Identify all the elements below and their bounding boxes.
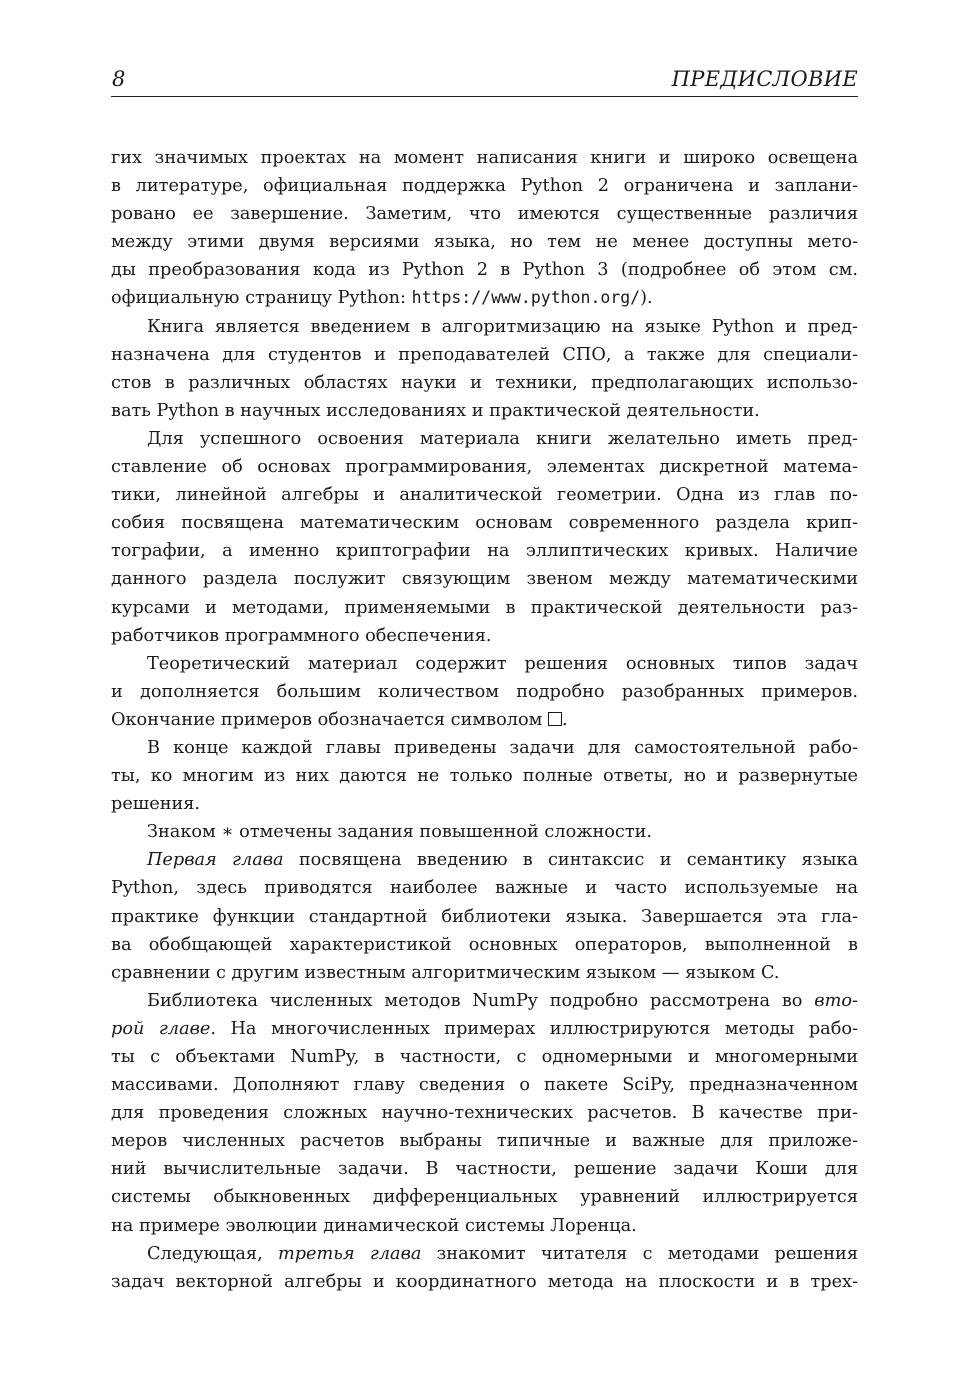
paragraph-audience: [111, 313, 858, 425]
text-fragment: Библиотека численных методов NumPy подробно рассмотрена во: [147, 990, 815, 1011]
text-line: ний вычислительные задачи. В частности, решение задачи Коши для: [111, 1159, 858, 1180]
text-line: Для успешного освоения материала книги желательно иметь пред-: [147, 428, 858, 449]
text-line: ровано ее завершение. Заметим, что имеются существенные различия: [111, 204, 858, 225]
text-line: на примере эволюции динамической системы Лоренца.: [111, 1215, 637, 1236]
page-number: 8: [112, 67, 126, 91]
text-fragment: Следующая,: [147, 1243, 278, 1264]
text-line: для проведения сложных научно-технических расчетов. В качестве при-: [111, 1103, 858, 1124]
text-fragment: Знаком: [147, 822, 222, 843]
paragraph-chapter-three: [111, 1240, 858, 1296]
text-line: собия посвящена математическим основам современного раздела крип-: [111, 513, 858, 534]
paragraph-prerequisites: [111, 425, 858, 650]
text-line: сравнении с другим известным алгоритмическим языком — языком C.: [111, 962, 780, 983]
paragraph-chapter-two: [111, 987, 858, 1240]
text-fragment: официальную страницу Python:: [111, 288, 412, 309]
text-line: решения.: [111, 794, 201, 815]
text-line: [111, 706, 858, 734]
text-line: в литературе, официальная поддержка Python 2 ограничена и заплани-: [111, 176, 858, 197]
text-line: Python, здесь приводятся наиболее важные и часто используемые на: [111, 878, 858, 899]
text-line: задач векторной алгебры и координатного метода на плоскости и в трех-: [111, 1271, 858, 1292]
text-line: вать Python в научных исследованиях и практической деятельности.: [111, 400, 760, 421]
emphasis-first-chapter: Первая глава: [147, 850, 284, 871]
python-url-link[interactable]: https://www.python.org/: [411, 288, 641, 308]
text-line: работчиков программного обеспечения.: [111, 625, 492, 646]
text-fragment: . На многочисленных примерах иллюстрируются методы рабо-: [210, 1018, 858, 1039]
text-fragment: Окончание примеров обозначается символом: [111, 709, 549, 730]
text-line: системы обыкновенных дифференциальных уравнений иллюстрируется: [111, 1187, 858, 1208]
paragraph-chapter-one: [111, 846, 858, 986]
star-marker: ∗: [221, 822, 234, 843]
text-line: ты с объектами NumPy, в частности, с одномерными и многомерными: [111, 1047, 858, 1067]
text-line: меров численных расчетов выбраны типичные и важные для приложе-: [111, 1131, 858, 1152]
emphasis-second-chapter: вто-: [814, 990, 858, 1011]
end-of-example-square-icon: [548, 712, 562, 726]
paragraph-theory: [111, 650, 858, 734]
text-line: ва обобщающей характеристикой основных операторов, выполненной в: [111, 934, 858, 955]
text-fragment: посвящена введению в синтаксис и семантику языка: [283, 850, 858, 871]
text-line: [111, 1015, 858, 1043]
text-line: данного раздела послужит связующим звеном между математическими: [111, 569, 858, 590]
chapter-title: ПРЕДИСЛОВИЕ: [671, 67, 858, 91]
text-line: ставление об основах программирования, элементах дискретной матема-: [111, 457, 858, 478]
text-line: Теоретический материал содержит решения основных типов задач: [147, 653, 858, 674]
text-line: [111, 284, 858, 312]
text-line: гих значимых проектах на момент написания книги и широко освещена: [111, 148, 858, 168]
text-line: между этими двумя версиями языка, но тем не менее доступны мето-: [111, 232, 858, 253]
paragraph-exercises: [111, 734, 858, 818]
body-text: [111, 144, 858, 1296]
text-line: и дополняется большим количеством подробно разобранных примеров.: [111, 681, 858, 702]
emphasis-third-chapter: третья глава: [277, 1243, 422, 1264]
running-header: [111, 62, 858, 97]
text-line: тографии, а именно криптографии на эллиптических кривых. Наличие: [111, 541, 858, 562]
text-fragment: знакомит читателя с методами решения: [421, 1243, 858, 1264]
book-page: [111, 62, 858, 1296]
text-fragment: .: [562, 709, 568, 730]
text-line: ды преобразования кода из Python 2 в Python 3 (подробнее об этом см.: [111, 260, 858, 281]
text-line: В конце каждой главы приведены задачи для самостоятельной рабо-: [147, 737, 858, 758]
emphasis-second-chapter: рой главе: [111, 1018, 211, 1039]
text-line: ты, ко многим из них даются не только полные ответы, но и развернутые: [111, 766, 858, 787]
text-line: стов в различных областях науки и техники, предполагающих использо-: [111, 372, 858, 393]
paragraph-python-versions: [111, 144, 858, 313]
text-fragment: ).: [640, 288, 653, 309]
text-line: Книга является введением в алгоритмизацию на языке Python и пред-: [147, 316, 858, 337]
text-line: [111, 846, 858, 874]
text-line: массивами. Дополняют главу сведения о пакете SciPy, предназначенном: [111, 1075, 858, 1096]
text-fragment: отмечены задания повышенной сложности.: [233, 822, 653, 843]
paragraph-star-marker: [111, 818, 858, 846]
text-line: [111, 818, 858, 846]
text-line: назначена для студентов и преподавателей СПО, а также для специали-: [111, 344, 858, 365]
text-line: практике функции стандартной библиотеки языка. Завершается эта гла-: [111, 906, 858, 927]
text-line: [111, 1240, 858, 1268]
text-line: тики, линейной алгебры и аналитической геометрии. Одна из глав по-: [111, 485, 858, 506]
text-line: курсами и методами, применяемыми в практической деятельности раз-: [111, 597, 858, 618]
text-line: [111, 987, 858, 1015]
